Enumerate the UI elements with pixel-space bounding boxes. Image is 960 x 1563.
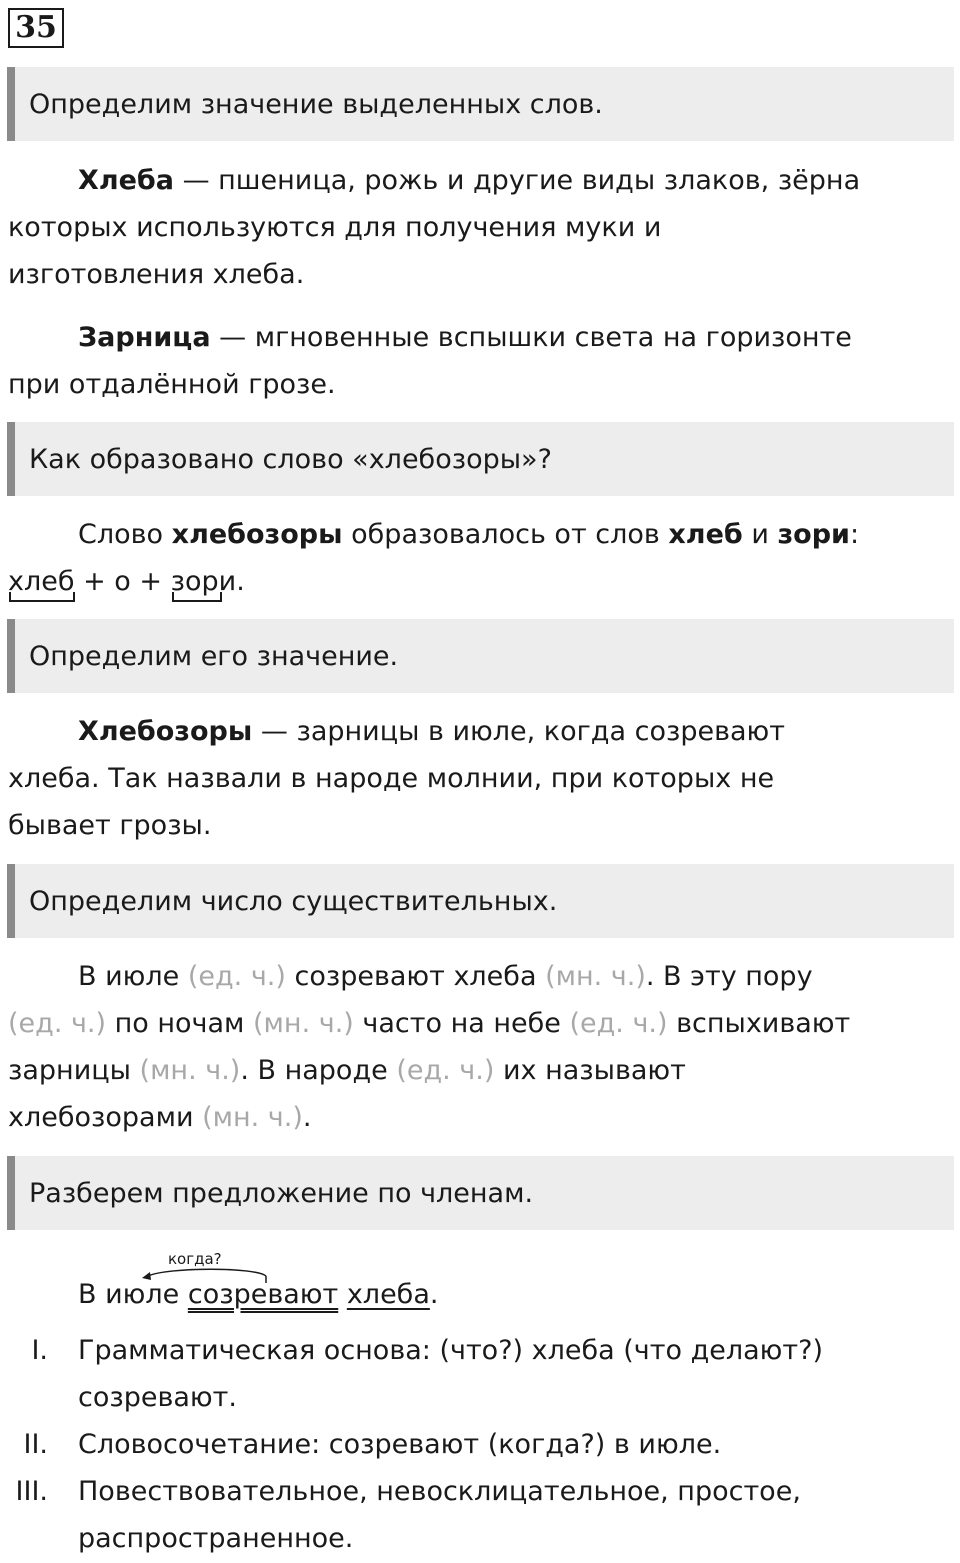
number-note: (ед. ч.): [569, 1008, 668, 1039]
term: Хлебозоры: [78, 716, 253, 747]
noun-number-text: В июле (ед. ч.) созревают хлеба (мн. ч.). В эту пору (ед. ч.) по ночам (мн. ч.) часто на небе (ед. ч.) вспыхивают зарницы (мн. ч.). В народе (ед. ч.) их называют хлебозорами (мн. ч.).: [8, 961, 851, 1133]
question-label: когда?: [168, 1250, 222, 1268]
section-header-text: Определим его значение.: [29, 640, 399, 672]
definition-khleba: Хлеба — пшеница, рожь и другие виды злаков, зёрна которых используются для получения муки и изготовления хлеба.: [8, 165, 861, 290]
list-item: III. Повествовательное, невосклицательное, простое, распространенное.: [15, 1476, 801, 1554]
section-header-text: Определим число существительных.: [29, 885, 558, 917]
root-mark-khleb: хлеб: [8, 558, 75, 605]
number-note: (мн. ч.): [253, 1008, 354, 1039]
definition-khlebozory: Хлебозоры — зарницы в июле, когда созревают хлеба. Так назвали в народе молнии, при которых не бывает грозы.: [8, 716, 785, 841]
list-item: I. Грамматическая основа: (что?) хлеба (что делают?) созревают.: [31, 1335, 823, 1413]
section-header-parse: [7, 1156, 954, 1230]
sentence-parse: В июле созревают хлеба.: [78, 1279, 439, 1310]
term: Зарница: [78, 322, 211, 353]
word-formation: Слово хлебозоры образовалось от слов хлеб и зори: хлеб + о + зор и.: [8, 511, 953, 605]
definition-zarnitsa: Зарница — мгновенные вспышки света на горизонте при отдалённой грозе.: [8, 322, 852, 400]
task-number: 35: [8, 8, 64, 48]
number-note: (мн. ч.): [202, 1102, 303, 1133]
section-header-text: Определим значение выделенных слов.: [29, 88, 603, 120]
number-note: (ед. ч.): [396, 1055, 495, 1086]
number-note: (мн. ч.): [545, 961, 646, 992]
subject: хлеба: [346, 1279, 430, 1310]
section-header-text: Как образовано слово «хлебозоры»?: [29, 443, 552, 475]
number-note: (ед. ч.): [8, 1008, 107, 1039]
section-header-meaning: [7, 619, 954, 693]
number-note: (мн. ч.): [139, 1055, 241, 1086]
section-header-number: [7, 864, 954, 938]
list-item: II. Словосочетание: созревают (когда?) в июле.: [23, 1429, 722, 1460]
section-header-meanings: [7, 67, 954, 141]
section-header-formation: [7, 422, 954, 496]
number-note: (ед. ч.): [187, 961, 286, 992]
predicate: созревают: [187, 1279, 339, 1310]
term: Хлеба: [78, 165, 174, 196]
root-mark-zor: зор: [171, 558, 219, 605]
section-header-text: Разберем предложение по членам.: [29, 1177, 534, 1209]
circumstance: В июле: [78, 1279, 180, 1310]
